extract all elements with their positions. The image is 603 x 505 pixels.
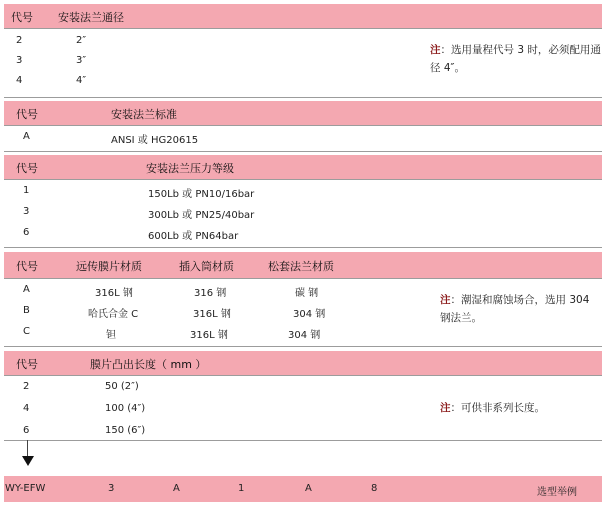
note-materials — [440, 291, 602, 327]
cell-value: 304 钢 — [293, 309, 326, 320]
divider — [4, 375, 602, 376]
cell-value: 316 钢 — [194, 288, 227, 299]
cell-value: 3″ — [76, 55, 87, 66]
selection-example-bar — [4, 476, 602, 502]
divider — [4, 247, 602, 248]
header-code: 代号 — [16, 108, 38, 121]
section-header-flange-standard — [4, 101, 602, 125]
note-extension-length — [440, 399, 602, 417]
cell-code: 1 — [23, 185, 30, 196]
header-code: 代号 — [16, 358, 38, 371]
cell-value: 碳 钢 — [295, 288, 319, 299]
note-text: ：选用量程代号 3 时，必须配用通径 4″。 — [430, 44, 601, 74]
cell-value: 300Lb 或 PN25/40bar — [148, 210, 255, 221]
cell-code: C — [23, 326, 30, 337]
note-text: ：潮湿和腐蚀场合，选用 304 钢法兰。 — [440, 294, 590, 324]
example-code: A — [173, 483, 180, 494]
section-header-pressure-rating — [4, 155, 602, 179]
cell-value: 2″ — [76, 35, 87, 46]
header-lap-flange-material: 松套法兰材质 — [268, 260, 334, 273]
arrow-shaft — [27, 440, 28, 457]
header-code: 代号 — [16, 260, 38, 273]
note-text: ：可供非系列长度。 — [450, 402, 545, 414]
cell-value: 304 钢 — [288, 330, 321, 341]
cell-value: 150Lb 或 PN10/16bar — [148, 189, 255, 200]
cell-value: 150 (6″) — [105, 425, 146, 436]
note-label: 注 — [430, 44, 441, 56]
cell-value: 50 (2″) — [105, 381, 139, 392]
example-code: 3 — [108, 483, 115, 494]
cell-code: B — [23, 305, 30, 316]
cell-value: ANSI 或 HG20615 — [111, 135, 199, 146]
note-flange-size — [430, 41, 602, 77]
cell-value: 钽 — [106, 330, 116, 341]
divider — [4, 97, 602, 98]
cell-code: 2 — [23, 381, 30, 392]
down-arrow-icon — [22, 456, 34, 466]
example-code: 8 — [371, 483, 378, 494]
note-label: 注 — [440, 402, 451, 414]
divider — [4, 346, 602, 347]
header-code: 代号 — [11, 11, 33, 24]
divider — [4, 151, 602, 152]
cell-value: 哈氏合金 C — [88, 309, 139, 320]
cell-code: A — [23, 131, 30, 142]
note-label: 注 — [440, 294, 451, 306]
cell-code: 6 — [23, 227, 30, 238]
cell-code: 3 — [16, 55, 23, 66]
header-pressure-rating: 安装法兰压力等级 — [146, 162, 234, 175]
example-code: 1 — [238, 483, 245, 494]
cell-code: 3 — [23, 206, 30, 217]
header-diaphragm-material: 远传膜片材质 — [76, 260, 142, 273]
header-extension-material: 插入筒材质 — [179, 260, 234, 273]
cell-value: 100 (4″) — [105, 403, 146, 414]
example-label: 选型举例 — [537, 487, 577, 498]
cell-code: 6 — [23, 425, 30, 436]
cell-code: 2 — [16, 35, 23, 46]
divider — [4, 440, 602, 441]
header-flange-size: 安装法兰通径 — [58, 11, 124, 24]
header-extension-length: 膜片凸出长度（ mm ） — [90, 358, 207, 371]
divider — [4, 125, 602, 126]
divider — [4, 28, 602, 29]
cell-code: 4 — [23, 403, 30, 414]
cell-value: 600Lb 或 PN64bar — [148, 231, 239, 242]
cell-value: 316L 钢 — [190, 330, 228, 341]
cell-code: A — [23, 284, 30, 295]
example-code: A — [305, 483, 312, 494]
divider — [4, 179, 602, 180]
cell-value: 316L 钢 — [193, 309, 231, 320]
header-flange-standard: 安装法兰标准 — [111, 108, 177, 121]
cell-code: 4 — [16, 75, 23, 86]
cell-value: 316L 钢 — [95, 288, 133, 299]
cell-value: 4″ — [76, 75, 87, 86]
divider — [4, 278, 602, 279]
header-code: 代号 — [16, 162, 38, 175]
model-code: WY-EFW — [5, 483, 46, 494]
